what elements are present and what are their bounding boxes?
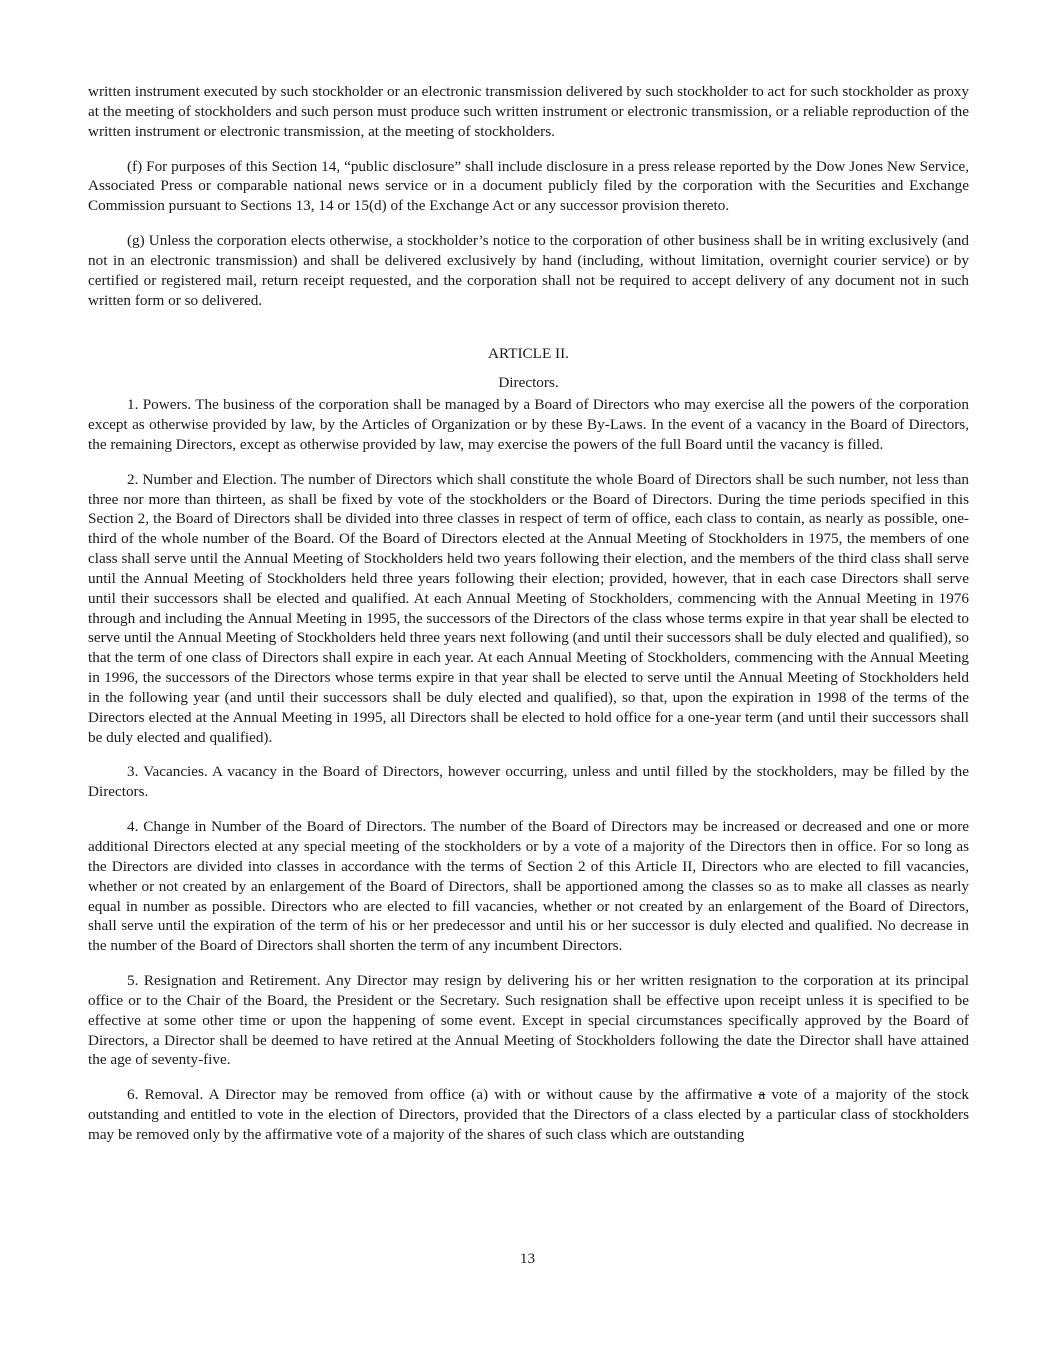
article-subtitle: Directors. [498,374,559,392]
removal-text-start: 6. Removal. A Director may be removed from office (a) with or without cause by the affirmative [127,1086,759,1104]
resignation-retirement-paragraph: 5. Resignation and Retirement. Any Director may resign by delivering his or her written resignation to the corporation at its principal office or to the Chair of the Board, the President or the Secretary. Such resignation shall be effective upon receipt unless it is specified to be effective at some other time or upon the happening of some event. Except in special circumstances specifically approved by the Board of Directors, a Director shall be deemed to have retired at the Annual Meeting of Stockholders following the date the Director shall have attained the age of seventy-five. [88,972,969,1069]
section-g-paragraph: (g) Unless the corporation elects otherwise, a stockholder’s notice to the corporation of other business shall be in writing exclusively (and not in an electronic transmission) and shall be delivered exclusively by hand (including, without limitation, overnight courier service) or by certified or registered mail, return receipt requested, and the corporation shall not be required to accept delivery of any document not in such written form or so delivered. [88,232,969,309]
removal-text-end: vote of a majority of the stock outstanding and entitled to vote in the election of Directors, provided that the Directors of a class elected by a particular class of stockholders may be removed only by the affirmative vote of a majority of the shares of such class which are outstanding [88,1086,969,1143]
removal-paragraph [88,1085,969,1145]
vacancies-paragraph: 3. Vacancies. A vacancy in the Board of Directors, however occurring, unless and until filled by the stockholders, may be filled by the Directors. [88,763,969,801]
article-title: ARTICLE II. [488,345,569,363]
number-and-election-paragraph: 2. Number and Election. The number of Directors which shall constitute the whole Board of Directors shall be such number, not less than three nor more than thirteen, as shall be fixed by vote of the stockholders or the Board of Directors. During the time periods specified in this Section 2, the Board of Directors shall be divided into three classes in respect of term of office, each class to contain, as nearly as possible, one-third of the whole number of the Board. Of the Board of Directors elected at the Annual Meeting of Stockholders in 1975, the members of one class shall serve until the Annual Meeting of Stockholders held two years following their election, and the members of the third class shall serve until the Annual Meeting of Stockholders held three years following their election; provided, however, that in each case Directors shall serve until their successors shall be elected and qualified. At each Annual Meeting of Stockholders, commencing with the Annual Meeting in 1976 through and including the Annual Meeting in 1995, the successors of the Directors of the class whose terms expire in that year shall be elected to serve until the Annual Meeting of Stockholders held three years next following (and until their successors shall be duly elected and qualified), so that the term of one class of Directors shall expire in each year. At each Annual Meeting of Stockholders, commencing with the Annual Meeting in 1996, the successors of the Directors whose terms expire in that year shall be elected to serve until the Annual Meeting of Stockholders held in the following year (and until their successors shall be duly elected and qualified), so that, upon the expiration in 1998 of the terms of the Directors elected at the Annual Meeting in 1995, all Directors shall be elected to hold office for a one-year term (and until their successors shall be duly elected and qualified). [88,470,969,746]
document-page [88,82,969,1145]
change-in-number-paragraph: 4. Change in Number of the Board of Directors. The number of the Board of Directors may be increased or decreased and one or more additional Directors elected at any special meeting of the stockholders or by a vote of a majority of the Directors then in office. For so long as the Directors are divided into classes in accordance with the terms of Section 2 of this Article II, Directors who are elected to fill vacancies, whether or not created by an enlargement of the Board of Directors, shall be apportioned among the classes so as to make all classes as nearly equal in number as possible. Directors who are elected to fill vacancies, whether or not created by an enlargement of the Board of Directors, shall serve until the expiration of the term of his or her predecessor and until his or her successor is duly elected and qualified. No decrease in the number of the Board of Directors shall shorten the term of any incumbent Directors. [88,818,969,955]
struck-word: a [758,1086,766,1104]
page-number: 13 [519,1250,536,1267]
section-f-paragraph: (f) For purposes of this Section 14, “public disclosure” shall include disclosure in a press release reported by the Dow Jones New Service, Associated Press or comparable national news service or in a document publicly filed by the corporation with the Securities and Exchange Commission pursuant to Sections 13, 14 or 15(d) of the Exchange Act or any successor provision thereto. [88,157,969,215]
continuation-paragraph: written instrument executed by such stockholder or an electronic transmission delivered by such stockholder to act for such stockholder as proxy at the meeting of stockholders and such person must produce such written instrument or electronic transmission, or a reliable reproduction of the written instrument or electronic transmission, at the meeting of stockholders. [88,83,969,140]
powers-paragraph: 1. Powers. The business of the corporation shall be managed by a Board of Directors who may exercise all the powers of the corporation except as otherwise provided by law, by the Articles of Organization or by these By-Laws. In the event of a vacancy in the Board of Directors, the remaining Directors, except as otherwise provided by law, may exercise the powers of the full Board until the vacancy is filled. [88,396,969,453]
